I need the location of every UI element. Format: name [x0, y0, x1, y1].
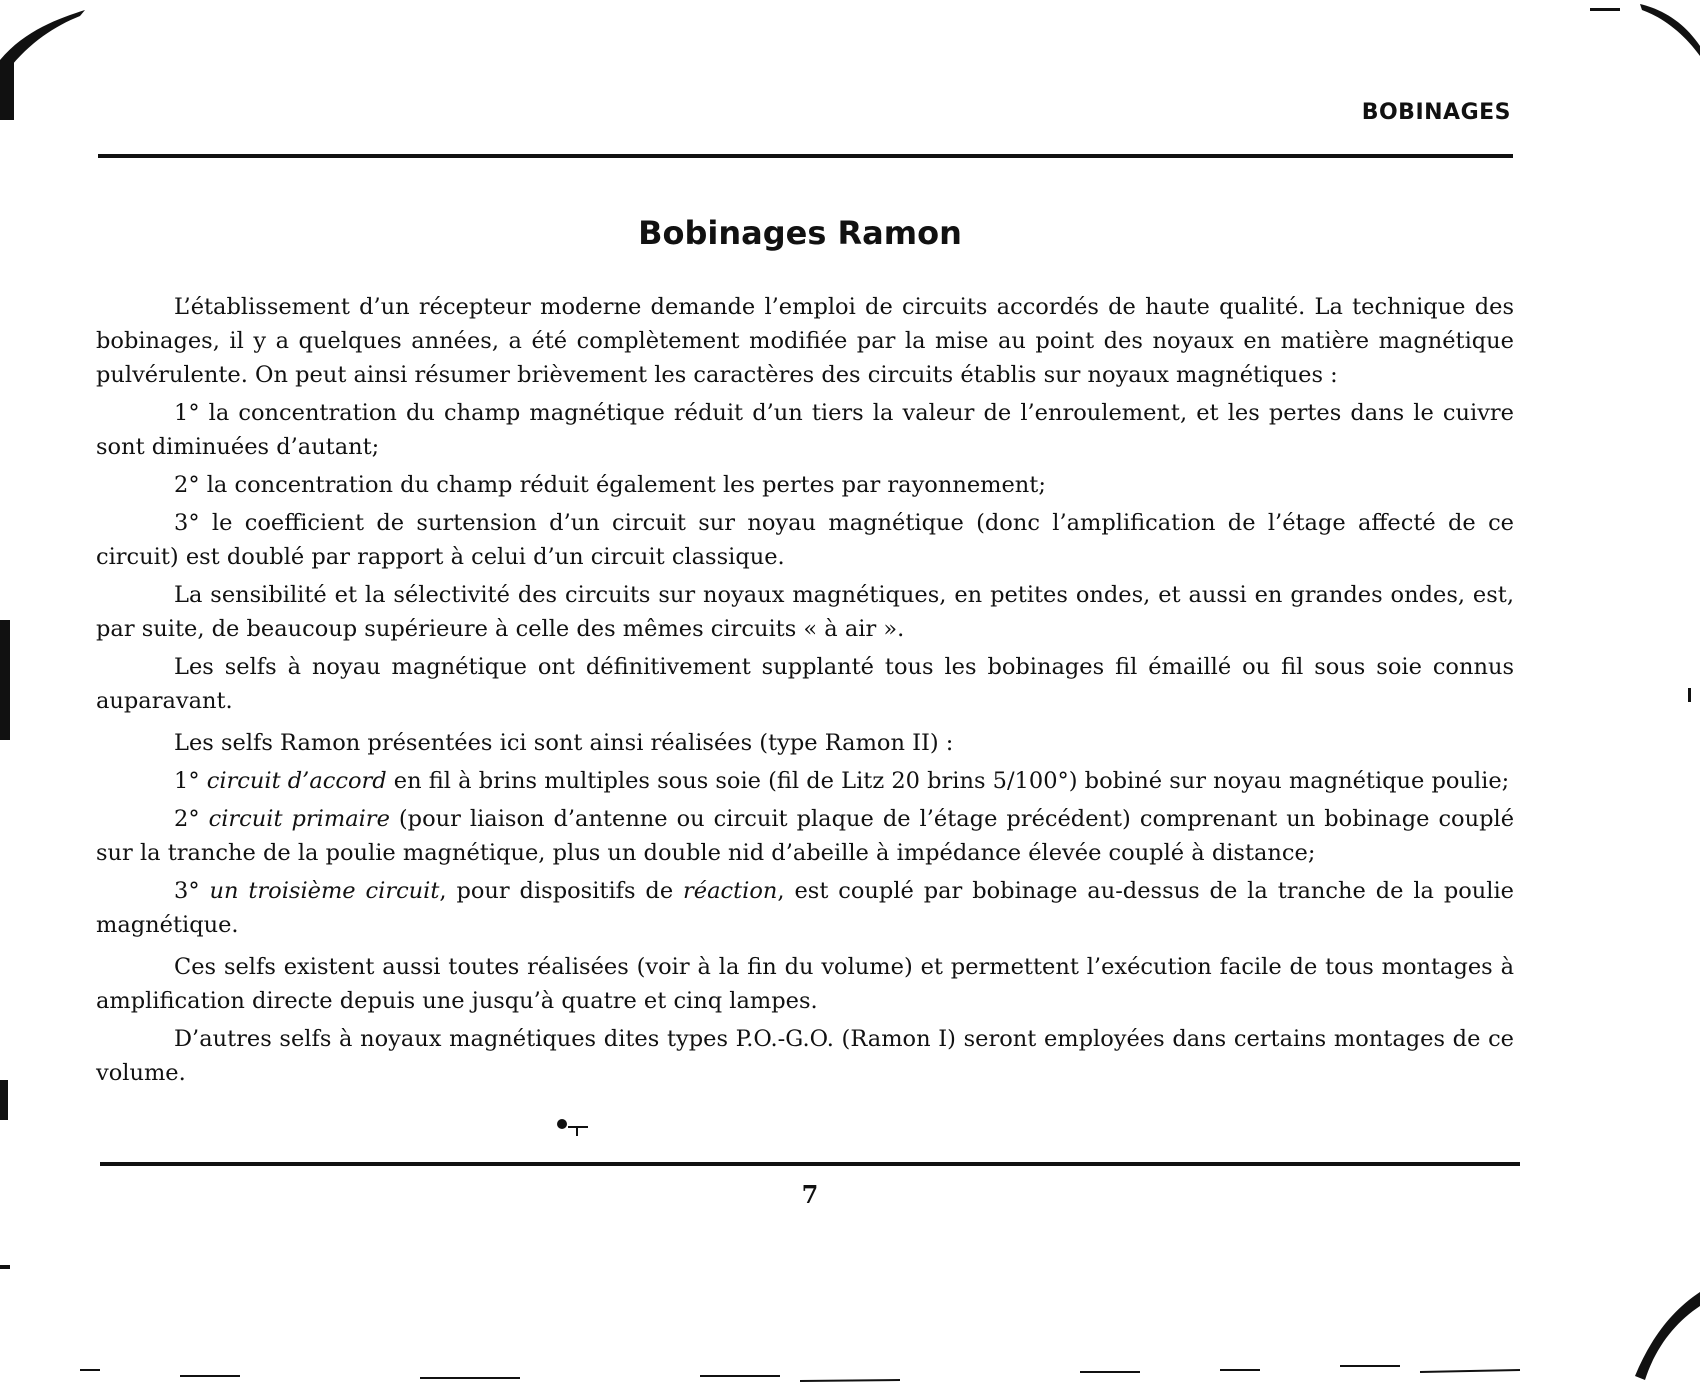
paragraph-text: (pour liaison d’antenne ou circuit plaque de l’étage précédent) comprenant un bobinage couplé sur la tranche de la poulie magnétique, plus un double nid d’abeille à impédance élevée couplé à distance; — [96, 806, 1515, 866]
emphasis: circuit d’accord — [206, 768, 387, 794]
emphasis: réaction — [683, 878, 778, 904]
right-margin-mark — [1688, 688, 1691, 702]
left-edge-mark — [0, 1080, 8, 1120]
paragraph — [96, 874, 1514, 942]
corner-curl-bottom-right — [1635, 1292, 1700, 1380]
paragraph-text: , pour dispositifs de — [439, 878, 684, 904]
corner-curl-top-right — [1640, 4, 1700, 56]
paragraph-text: , est couplé par bobinage au-dessus de la tranche de la poulie magnétique. — [96, 878, 1514, 938]
page-number: 7 — [801, 1180, 819, 1209]
footer-rule — [100, 1162, 1520, 1166]
list-number: 1° — [174, 768, 200, 794]
paragraph: La sensibilité et la sélectivité des circuits sur noyaux magnétiques, en petites ondes, et aussi en grandes ondes, est, par suite, de beaucoup supérieure à celle des mêmes circuits « à air ». — [96, 582, 1514, 642]
paragraph: Les selfs à noyau magnétique ont définitivement supplanté tous les bobinages fil émaillé ou fil sous soie connus auparavant. — [96, 654, 1514, 714]
bottom-scan-noise — [80, 1366, 1520, 1381]
running-header: BOBINAGES — [1361, 100, 1511, 125]
article-body — [96, 290, 1514, 1094]
page-title: Bobinages Ramon — [638, 214, 962, 252]
paragraph: Les selfs Ramon présentées ici sont ainsi réalisées (type Ramon II) : — [174, 730, 954, 756]
paragraph: 2° la concentration du champ réduit également les pertes par rayonnement; — [174, 472, 1046, 498]
ornament-mark — [557, 1119, 588, 1136]
list-number: 2° — [174, 806, 200, 832]
paragraph — [96, 764, 1514, 798]
paragraph: L’établissement d’un récepteur moderne demande l’emploi de circuits accordés de haute qualité. La technique des bobinages, il y a quelques années, a été complètement modifiée par la mise au point des noyaux en matière magnétique pulvérulente. On peut ainsi résumer brièvement les caractères des circuits établis sur noyaux magnétiques : — [96, 294, 1514, 388]
emphasis: un troisième circuit — [209, 878, 440, 904]
left-edge-mark — [0, 60, 14, 120]
list-number: 3° — [174, 878, 200, 904]
header-rule — [98, 154, 1513, 158]
corner-curl-top-left — [0, 10, 85, 70]
paragraph: D’autres selfs à noyaux magnétiques dites types P.O.-G.O. (Ramon I) seront employées dans certains montages de ce volume. — [96, 1026, 1514, 1086]
emphasis: circuit primaire — [208, 806, 390, 832]
paragraph: Ces selfs existent aussi toutes réalisées (voir à la fin du volume) et permettent l’exécution facile de tous montages à amplification directe depuis une jusqu’à quatre et cinq lampes. — [96, 954, 1514, 1014]
paragraph-text: en fil à brins multiples sous soie (fil de Litz 20 brins 5/100°) bobiné sur noyau magnétique poulie; — [386, 768, 1510, 794]
paragraph — [96, 802, 1514, 870]
paragraph: 3° le coefficient de surtension d’un circuit sur noyau magnétique (donc l’amplification de l’étage affecté de ce circuit) est doublé par rapport à celui d’un circuit classique. — [96, 510, 1514, 570]
top-right-dash — [1590, 8, 1620, 11]
paragraph: 1° la concentration du champ magnétique réduit d’un tiers la valeur de l’enroulement, et les pertes dans le cuivre sont diminuées d’autant; — [96, 400, 1514, 460]
left-edge-mark — [0, 1265, 10, 1269]
left-edge-mark — [0, 620, 10, 740]
